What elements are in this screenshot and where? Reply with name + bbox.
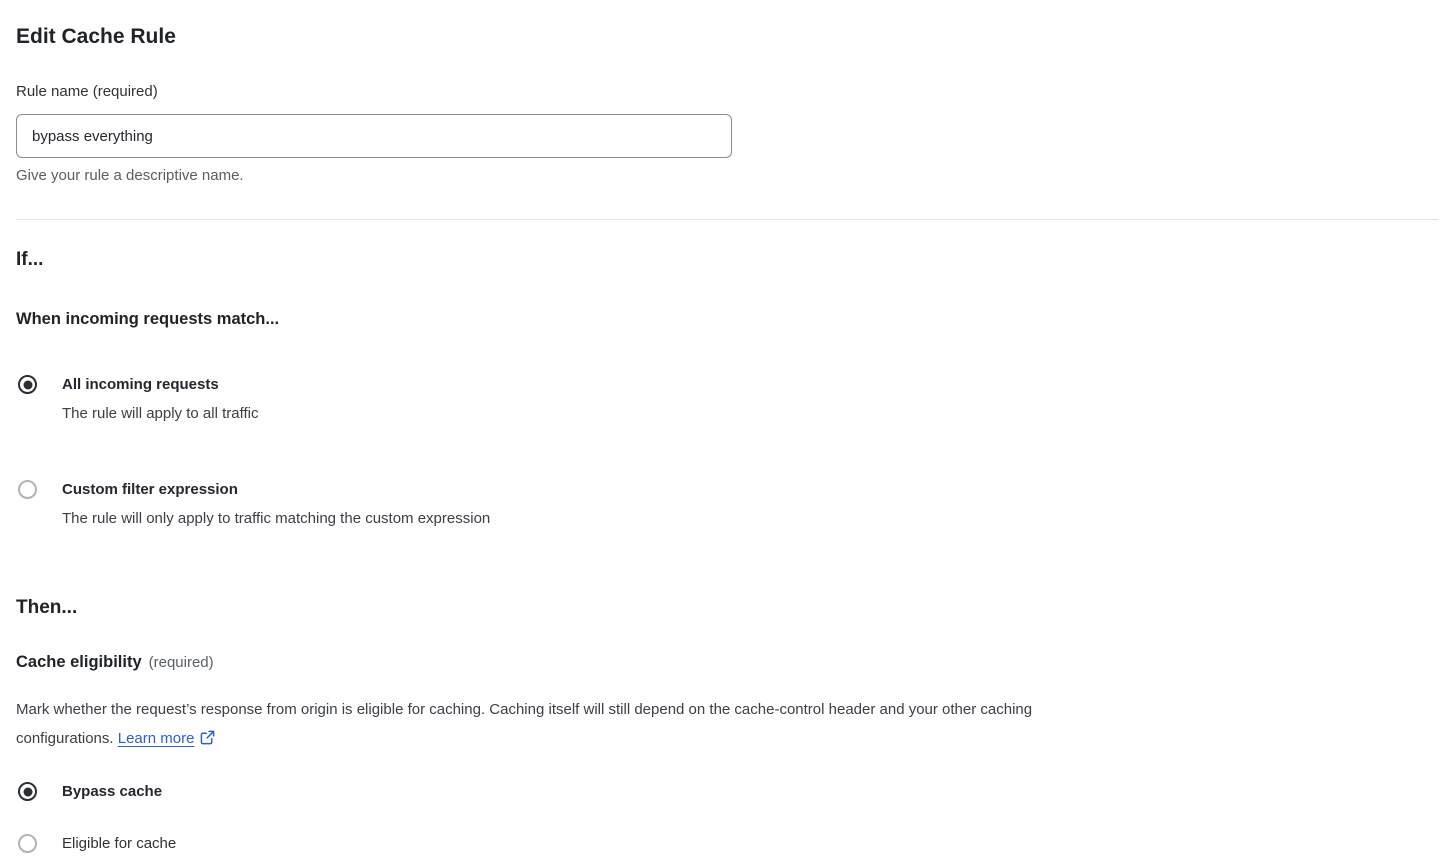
- radio-option-eligible-for-cache[interactable]: [16, 834, 1438, 853]
- radio-option-text: [62, 782, 162, 801]
- radio-option-bypass-cache[interactable]: [16, 782, 1438, 801]
- description-line-2: configurations.: [16, 730, 114, 747]
- rule-name-input[interactable]: [16, 114, 732, 158]
- cache-eligibility-description: [16, 695, 1416, 753]
- cache-eligibility-label: Cache eligibility: [16, 653, 142, 671]
- radio-option-label: Eligible for cache: [62, 835, 177, 852]
- radio-option-all-incoming-requests[interactable]: [16, 375, 1438, 423]
- cache-eligibility-subheading: [16, 653, 1438, 672]
- description-line-1: Mark whether the request’s response from origin is eligible for caching. Caching itself will still depend on the cache-control header and your other caching: [16, 701, 1033, 718]
- radio-option-text: [62, 480, 490, 528]
- radio-option-description: The rule will apply to all traffic: [62, 405, 259, 422]
- rule-name-help: Give your rule a descriptive name.: [16, 167, 244, 184]
- radio-option-text: [62, 375, 258, 423]
- section-divider: [16, 219, 1438, 220]
- required-note: (required): [148, 654, 214, 671]
- radio-unselected-icon[interactable]: [18, 834, 37, 853]
- radio-selected-icon[interactable]: [18, 782, 37, 801]
- radio-option-label: Bypass cache: [62, 783, 163, 800]
- radio-option-custom-filter-expression[interactable]: [16, 480, 1438, 528]
- radio-option-text: [62, 834, 176, 853]
- radio-option-label: All incoming requests: [62, 376, 219, 393]
- rule-name-label: Rule name (required): [16, 83, 158, 100]
- radio-selected-icon[interactable]: [18, 375, 37, 394]
- if-heading: If...: [16, 249, 44, 270]
- then-heading: Then...: [16, 597, 78, 618]
- learn-more-link[interactable]: Learn more: [117, 730, 195, 747]
- page-title: Edit Cache Rule: [16, 25, 176, 48]
- match-subheading: When incoming requests match...: [16, 310, 280, 328]
- radio-unselected-icon[interactable]: [18, 480, 37, 499]
- radio-option-label: Custom filter expression: [62, 481, 238, 498]
- radio-option-description: The rule will only apply to traffic matching the custom expression: [62, 510, 491, 527]
- external-link-icon[interactable]: [200, 730, 215, 745]
